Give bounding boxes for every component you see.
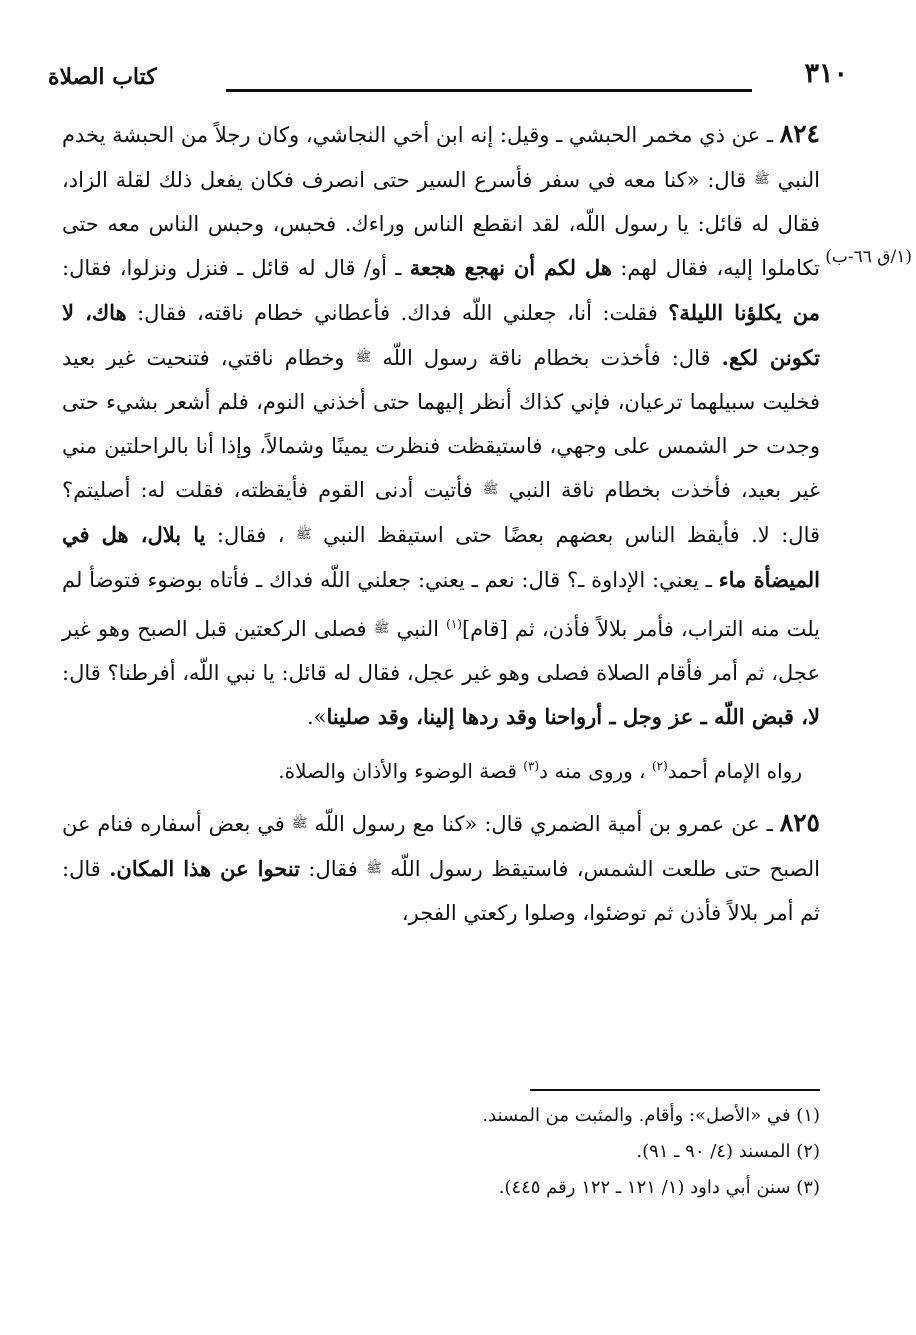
prophet-speech: هل لكم أن نهجع هجعة	[409, 255, 612, 281]
footnote-ref-3[interactable]: (٣)	[523, 759, 540, 774]
hadith-824-source: رواه الإمام أحمد$^{(٢)}$ ، وروى منه د$^{(٣)}$ قصة الوضوء والأذان والصلاة.	[278, 759, 802, 784]
prophet-speech: تنحوا عن هذا المكان.	[109, 855, 301, 881]
footnotes	[200, 1098, 820, 1206]
hadith-824: ٨٢٤ ـ عن ذي مخمر الحبشي ـ وقيل: إنه ابن أخي النجاشي، وكان رجلاً من الحبشة يخدم النبي ﷺ قال: «كنا معه في سفر فأسرع السير حتى انصرف فكان يفعل ذلك لقلة الزاد، فقال له قائل: يا رسول اللّه، لقد انقطع الناس وراءك. فحبس، وحبس الناس معه حتى تكاملوا إليه، فقال لهم: هل لكم أن نهجع هجعة ـ أو/ قال له قائل ـ فنزل ونزلوا، فقال: من يكلؤنا الليلة؟ فقلت: أنا، جعلني اللّه فداك. فأعطاني خطام ناقته، فقال: هاك، لا تكونن لكع. قال: فأخذت بخطام ناقة رسول اللّه ﷺ وخطام ناقتي، فتنحيت غير بعيد فخليت سبيلهما ترعيان، فإني كذاك أنظر إليهما حتى أخذني النوم، فلم أشعر بشيء حتى وجدت حر الشمس على وجهي، فاستيقظت فنظرت يمينًا وشمالاً، وإذا أنا بالراحلتين مني غير بعيد، فأخذت بخطام ناقة النبي ﷺ فأتيت أدنى القوم فأيقظته، فقلت له: أصليتم؟ قال: لا. فأيقظ الناس بعضهم بعضًا حتى استيقظ النبي ﷺ ، فقال: يا بلال، هل في الميضأة ماء ـ يعني: الإداوة ـ؟ قال: نعم ـ يعني: جعلني اللّه فداك ـ فأتاه بوضوء فتوضأ لم يلت منه التراب، فأمر بلالاً فأذن، ثم [قام]$^{(١)}$ النبي ﷺ فصلى الركعتين قبل الصبح وهو غير عجل، ثم أمر فأقام الصلاة فصلى وهو غير عجل، فقال له قائل: يا نبي اللّه، أفرطنا؟ قال: لا، قبض اللّه ـ عز وجل ـ أرواحنا وقد ردها إلينا، وقد صلينا».	[62, 119, 821, 730]
footnote-1: (١) في «الأصل»: وأقام. والمثبت من المسند.	[482, 1105, 820, 1126]
salawat-ligature: ﷺ	[355, 349, 372, 365]
footnote-rule	[530, 1089, 820, 1091]
prophet-speech: لا، قبض اللّه ـ عز وجل ـ أرواحنا وقد ردها إلينا، وقد صلينا	[326, 704, 820, 730]
header-rule	[226, 89, 752, 92]
salawat-ligature: ﷺ	[366, 860, 382, 876]
hadith-825: ٨٢٥ ـ عن عمرو بن أمية الضمري قال: «كنا مع رسول اللّه ﷺ في بعض أسفاره فنام عن الصبح حتى طلعت الشمس، فاستيقظ رسول اللّه ﷺ فقال: تنحوا عن هذا المكان. قال: ثم أمر بلالاً فأذن ثم توضئوا، وصلوا ركعتي الفجر،	[62, 808, 821, 925]
footnote-3: (٣) سنن أبي داود (١/ ١٢١ ـ ١٢٢ رقم ٤٤٥).	[498, 1177, 820, 1198]
footnote-ref-2[interactable]: (٢)	[651, 759, 668, 774]
book-title: كتاب الصلاة	[48, 64, 157, 90]
salawat-ligature: ﷺ	[291, 816, 308, 832]
hadith-number: ٨٢٥	[779, 808, 820, 838]
prophet-speech: هاك، لا تكونن لكع.	[62, 300, 820, 370]
prophet-speech: من يكلؤنا الليلة؟	[668, 300, 820, 326]
salawat-ligature: ﷺ	[373, 620, 390, 636]
main-text	[62, 112, 912, 936]
page-number: ٣١٠	[804, 58, 848, 89]
salawat-ligature: ﷺ	[296, 527, 312, 543]
footnote-ref-1[interactable]: (١)	[446, 616, 462, 631]
page-header	[36, 58, 856, 102]
hadith-number: ٨٢٤	[779, 119, 820, 148]
footnote-2: (٢) المسند (٤/ ٩٠ ـ ٩١).	[636, 1141, 820, 1162]
salawat-ligature: ﷺ	[482, 482, 499, 498]
prophet-speech: يا بلال، هل في الميضأة ماء	[62, 522, 820, 592]
manuscript-margin-note: (١/ق ٦٦-ب)	[825, 247, 912, 267]
salawat-ligature: ﷺ	[754, 171, 770, 187]
